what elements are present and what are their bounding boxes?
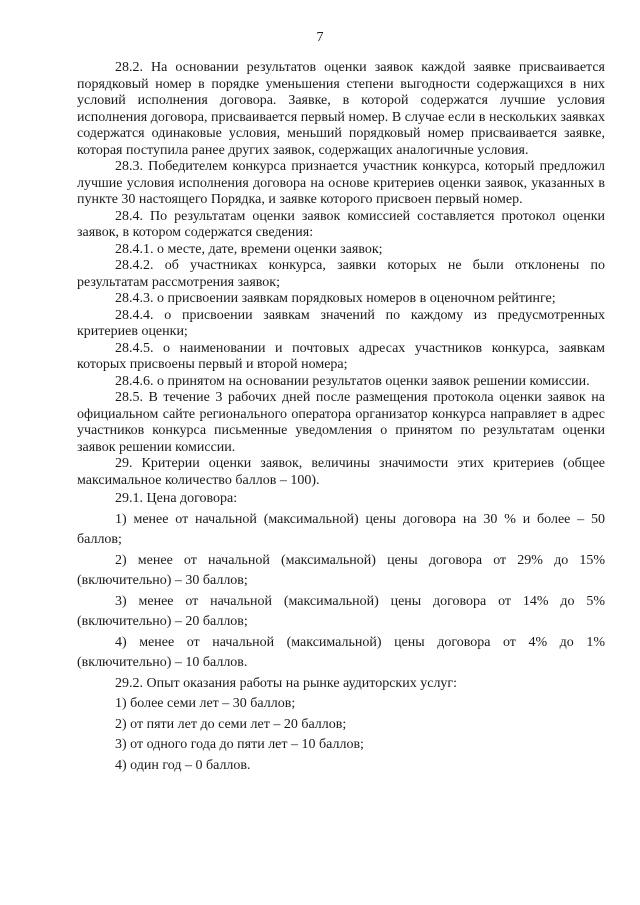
paragraph-29-1-item-1: 1) менее от начальной (максимальной) цены договора на 30 % и более – 50 баллов;	[77, 511, 605, 547]
paragraph-29-2-item-3: 3) от одного года до пяти лет – 10 баллов;	[115, 737, 364, 752]
paragraph-28-4: 28.4. По результатам оценки заявок комиссией составляется протокол оценки заявок, в котором содержатся сведения:	[77, 208, 605, 240]
paragraph-29-1-item-4: 4) менее от начальной (максимальной) цены договора от 4% до 1% (включительно) – 10 баллов.	[77, 634, 605, 670]
paragraph-28-4-4: 28.4.4. о присвоении заявкам значений по каждому из предусмотренных критериев оценки;	[77, 307, 605, 339]
paragraph-28-5: 28.5. В течение 3 рабочих дней после размещения протокола оценки заявок на официальном сайте регионального оператора организатор конкурса направляет в адрес участников конкурса письменные уведомления о принятом по результатам оценки заявок решении комиссии.	[77, 390, 605, 455]
paragraph-29-2-item-2: 2) от пяти лет до семи лет – 20 баллов;	[115, 716, 347, 732]
paragraph-28-2: 28.2. На основании результатов оценки заявок каждой заявке присваивается порядковый номер в порядке уменьшения степени выгодности содержащихся в них условий исполнения договора. Заявке, в которой содержатся лучшие условия исполнения договора, присваивается первый номер. В случае если в нескольких заявках содержатся одинаковые условия, меньший порядковый номер присваивается заявке, которая поступила ранее других заявок, содержащих аналогичные условия.	[77, 60, 605, 158]
document-body	[77, 60, 605, 776]
paragraph-29-2-item-1: 1) более семи лет – 30 баллов;	[115, 696, 296, 711]
paragraph-29: 29. Критерии оценки заявок, величины значимости этих критериев (общее максимальное количество баллов – 100).	[77, 456, 605, 488]
paragraph-28-4-1: 28.4.1. о месте, дате, времени оценки заявок;	[115, 241, 383, 257]
paragraph-29-1-item-3: 3) менее от начальной (максимальной) цены договора от 14% до 5% (включительно) – 20 баллов;	[77, 593, 605, 629]
paragraph-28-4-2: 28.4.2. об участниках конкурса, заявки которых не были отклонены по результатам рассмотрения заявок;	[77, 258, 605, 290]
paragraph-29-1-item-2: 2) менее от начальной (максимальной) цены договора от 29% до 15% (включительно) – 30 баллов;	[77, 552, 605, 588]
paragraph-29-2: 29.2. Опыт оказания работы на рынке аудиторских услуг:	[115, 675, 458, 691]
paragraph-29-2-item-4: 4) один год – 0 баллов.	[115, 757, 251, 773]
paragraph-28-4-5: 28.4.5. о наименовании и почтовых адресах участников конкурса, заявкам которых присвоены первый и второй номера;	[77, 340, 605, 372]
paragraph-28-4-3: 28.4.3. о присвоении заявкам порядковых номеров в оценочном рейтинге;	[115, 291, 556, 306]
page-number: 7	[316, 30, 324, 45]
paragraph-28-4-6: 28.4.6. о принятом на основании результатов оценки заявок решении комиссии.	[115, 373, 590, 389]
paragraph-29-1: 29.1. Цена договора:	[115, 491, 238, 506]
paragraph-28-3: 28.3. Победителем конкурса признается участник конкурса, который предложил лучшие условия исполнения договора на основе критериев оценки заявок, указанных в пункте 30 настоящего Порядка, и заявке которого присвоен первый номер.	[77, 159, 605, 207]
